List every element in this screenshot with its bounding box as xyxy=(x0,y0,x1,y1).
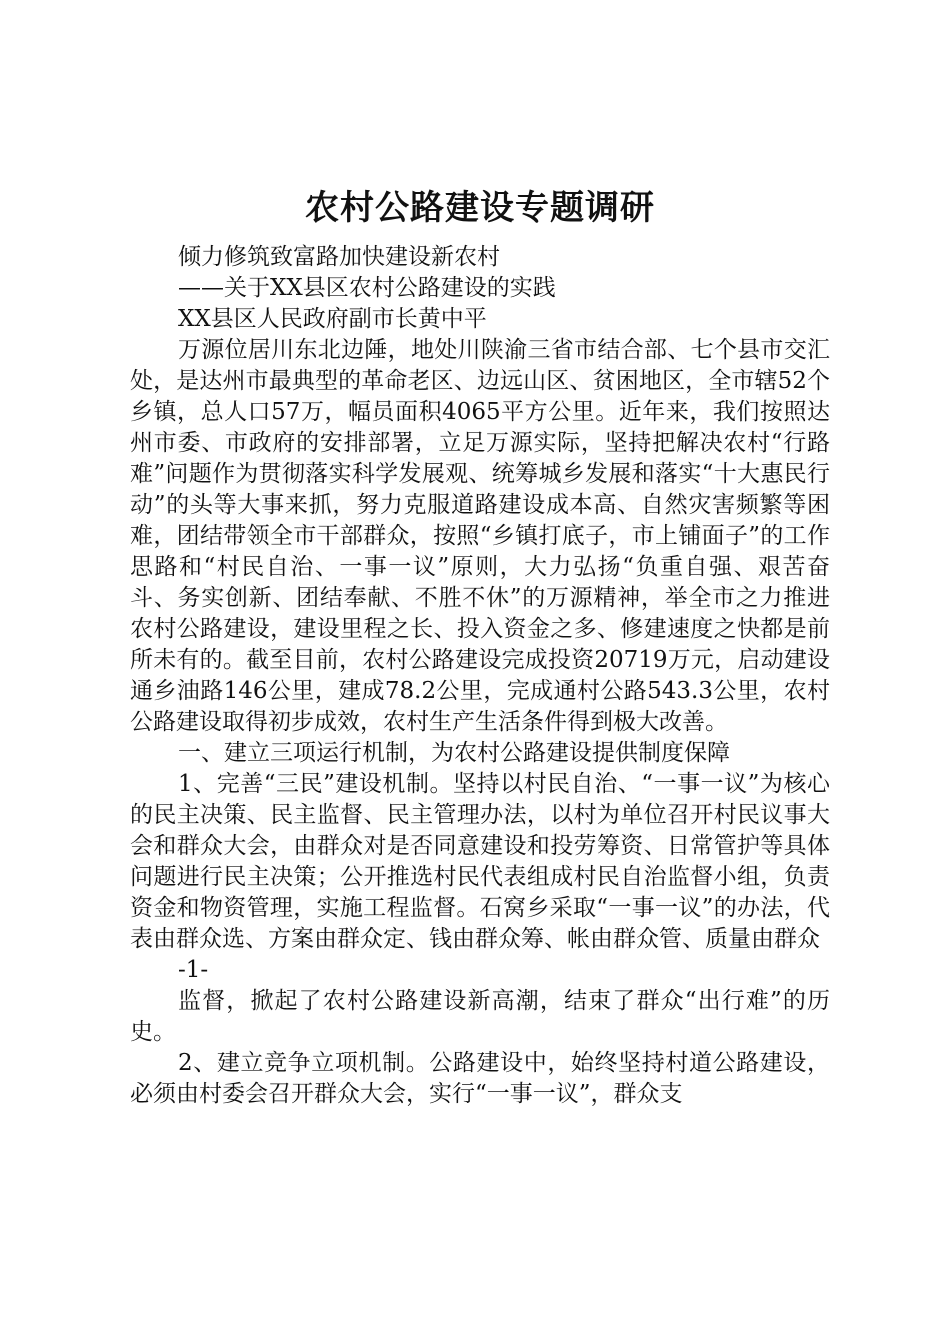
body-paragraph: 监督，掀起了农村公路建设新高潮，结束了群众“出行难”的历史。 xyxy=(130,988,830,1045)
body-paragraph: 2、建立竞争立项机制。公路建设中，始终坚持村道公路建设，必须由村委会召开群众大会，实行“一事一议”，群众支 xyxy=(130,1050,830,1107)
document-author: XX县区人民政府副市长黄中平 xyxy=(178,306,487,332)
body-paragraph: 1、完善“三民”建设机制。坚持以村民自治、“一事一议”为核心的民主决策、民主监督、民主管理办法，以村为单位召开村民议事大会和群众大会，由群众对是否同意建设和投劳筹资、日常管护等具体问题进行民主决策；公开推选村民代表组成村民自治监督小组，负责资金和物资管理，实施工程监督。石窝乡采取“一事一议”的办法，代表由群众选、方案由群众定、钱由群众筹、帐由群众管、质量由群众 xyxy=(130,771,830,952)
document-title: 农村公路建设专题调研 xyxy=(305,188,655,228)
document-subtitle: 倾力修筑致富路加快建设新农村 xyxy=(178,244,500,270)
document-page xyxy=(130,180,830,1110)
body-paragraph: 万源位居川东北边陲，地处川陕渝三省市结合部、七个县市交汇处，是达州市最典型的革命老区、边远山区、贫困地区，全市辖52个乡镇，总人口57万，幅员面积4065平方公里。近年来，我们按照达州市委、市政府的安排部署，立足万源实际，坚持把解决农村“行路难”问题作为贯彻落实科学发展观、统筹城乡发展和落实“十大惠民行动”的头等大事来抓，努力克服道路建设成本高、自然灾害频繁等困难，团结带领全市干部群众，按照“乡镇打底子，市上铺面子”的工作思路和“村民自治、一事一议”原则，大力弘扬“负重自强、艰苦奋斗、务实创新、团结奉献、不胜不休”的万源精神，举全市之力推进农村公路建设，建设里程之长、投入资金之多、修建速度之快都是前所未有的。截至目前，农村公路建设完成投资20719万元，启动建设通乡油路146公里，建成78.2公里，完成通村公路543.3公里，农村公路建设取得初步成效，农村生产生活条件得到极大改善。 xyxy=(130,337,830,735)
document-sub-subtitle: ——关于XX县区农村公路建设的实践 xyxy=(178,275,556,301)
section-heading: 一、建立三项运行机制，为农村公路建设提供制度保障 xyxy=(178,740,730,766)
page-number: -1- xyxy=(178,957,209,983)
